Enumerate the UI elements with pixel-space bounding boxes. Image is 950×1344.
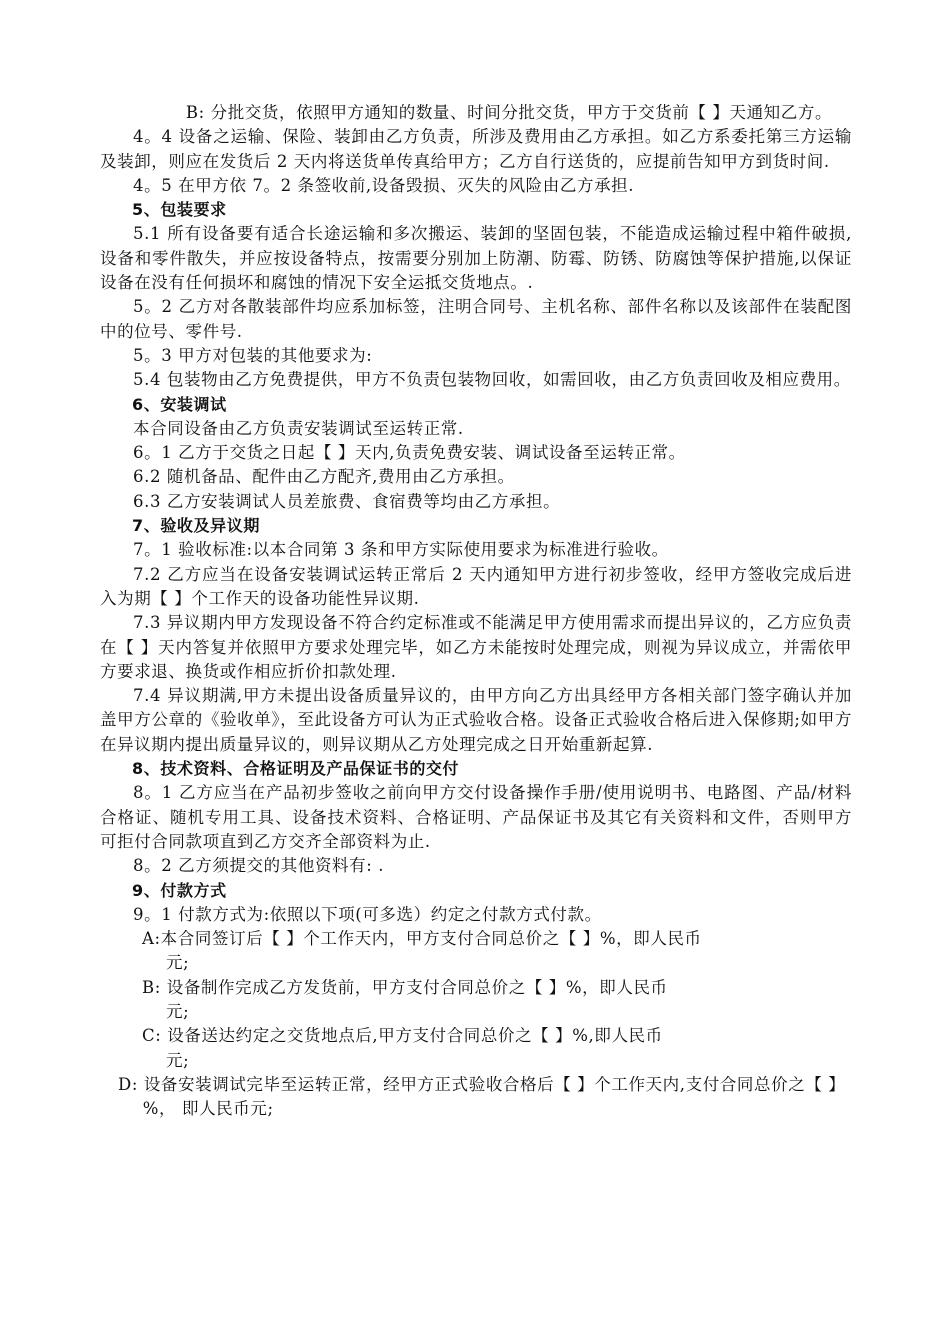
payment-option-b-suffix: 元; <box>166 1001 190 1021</box>
payment-option-d: D: 设备安装调试完毕至运转正常，经甲方正式验收合格后【 】个工作天内,支付合同总价之【 】%， 即人民币元; <box>118 1074 846 1119</box>
heading-installation: 6、安装调试 <box>132 394 227 414</box>
heading-packaging: 5、包装要求 <box>132 200 227 220</box>
payment-option-c: C: 设备送达约定之交货地点后,甲方支付合同总价之【 】%,即人民币 <box>142 1026 663 1046</box>
clause-5-2: 5。2 乙方对各散装部件均应系加标签，注明合同号、主机名称、部件名称以及该部件在装配图中的位号、零件号. <box>100 297 852 341</box>
clause-6-intro: 本合同设备由乙方负责安装调试至运转正常. <box>133 418 464 438</box>
clause-8-2: 8。2 乙方须提交的其他资料有: . <box>133 856 385 876</box>
clause-4-5: 4。5 在甲方依 7。2 条签收前,设备毁损、灭失的风险由乙方承担. <box>133 175 635 195</box>
clause-8-1: 8。1 乙方应当在产品初步签收之前向甲方交付设备操作手册/使用说明书、电路图、产品/材料合格证、随机专用工具、设备技术资料、合格证明、产品保证书及其它有关资料和文件，否则甲方可拒付合同款项直到乙方交齐全部资料为止. <box>100 783 852 851</box>
clause-9-1: 9。1 付款方式为:依照以下项(可多选）约定之付款方式付款。 <box>133 904 602 924</box>
clause-6-2: 6.2 随机备品、配件由乙方配齐,费用由乙方承担。 <box>133 467 515 487</box>
heading-acceptance: 7、验收及异议期 <box>132 516 260 536</box>
clause-5-3: 5。3 甲方对包装的其他要求为: <box>133 345 373 365</box>
payment-option-a: A:本合同签订后【 】个工作天内，甲方支付合同总价之【 】%，即人民币 <box>142 929 702 949</box>
delivery-option-b: B: 分批交货，依照甲方通知的数量、时间分批交货，甲方于交货前【 】天通知乙方。 <box>185 103 833 122</box>
clause-7-1: 7。1 验收标准:以本合同第 3 条和甲方实际使用要求为标准进行验收。 <box>133 540 669 560</box>
clause-5-4: 5.4 包装物由乙方免费提供，甲方不负责包装物回收，如需回收，由乙方负责回收及相应费用。 <box>133 370 851 390</box>
clause-6-1: 6。1 乙方于交货之日起【 】天内,负责免费安装、调试设备至运转正常。 <box>133 443 686 463</box>
heading-payment: 9、付款方式 <box>132 880 227 900</box>
clause-7-4: 7.4 异议期满,甲方未提出设备质量异议的，由甲方向乙方出具经甲方各相关部门签字确认并加盖甲方公章的《验收单》，至此设备方可认为正式验收合格。设备正式验收合格后进入保修期;如甲方在异议期内提出质量异议的，则异议期从乙方处理完成之日开始重新起算. <box>100 686 852 754</box>
payment-option-c-suffix: 元; <box>166 1050 190 1070</box>
heading-documents: 8、技术资料、合格证明及产品保证书的交付 <box>132 759 460 779</box>
clause-4-4: 4。4 设备之运输、保险、装卸由乙方负责，所涉及费用由乙方承担。如乙方系委托第三方运输及装卸，则应在发货后 2 天内将送货单传真给甲方；乙方自行送货的，应提前告知甲方到货时间. <box>100 127 852 171</box>
clause-6-3: 6.3 乙方安装调试人员差旅费、食宿费等均由乙方承担。 <box>133 491 561 511</box>
clause-7-3: 7.3 异议期内甲方发现设备不符合约定标准或不能满足甲方使用需求而提出异议的，乙方应负责在【 】天内答复并依照甲方要求处理完毕，如乙方未能按时处理完成，则视为异议成立，并需依甲方要求退、换货或作相应折价扣款处理. <box>100 613 852 681</box>
contract-page <box>100 101 852 1121</box>
payment-option-b: B: 设备制作完成乙方发货前，甲方支付合同总价之【 】%，即人民币 <box>142 977 668 997</box>
payment-option-a-suffix: 元; <box>166 953 190 973</box>
clause-7-2: 7.2 乙方应当在设备安装调试运转正常后 2 天内通知甲方进行初步签收，经甲方签收完成后进入为期【 】个工作天的设备功能性异议期. <box>100 564 852 608</box>
clause-5-1: 5.1 所有设备要有适合长途运输和多次搬运、装卸的坚固包装，不能造成运输过程中箱件破损,设备和零件散失，并应按设备特点，按需要分别加上防潮、防霉、防锈、防腐蚀等保护措施,以保证设备在没有任何损坏和腐蚀的情况下安全运抵交货地点。. <box>100 224 852 293</box>
